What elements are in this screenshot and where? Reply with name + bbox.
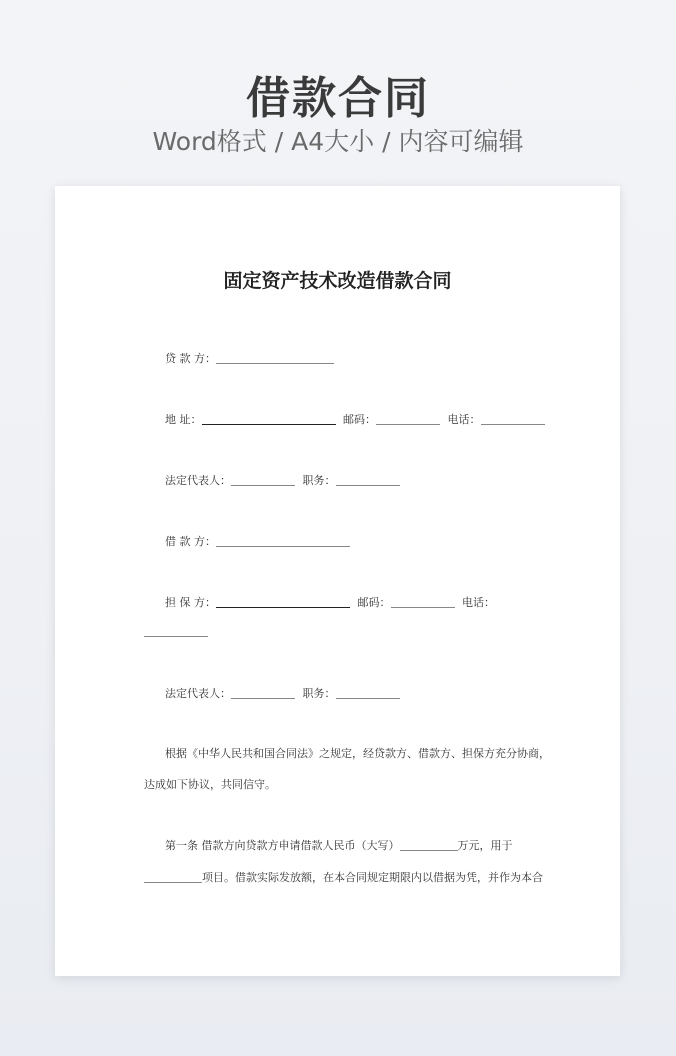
lender-row [165, 352, 334, 366]
postcode-label: 邮码： [343, 413, 376, 426]
guarantor-phone-row [144, 625, 208, 639]
guarantor-postcode-blank[interactable] [391, 596, 455, 608]
address-blank[interactable] [202, 413, 336, 425]
borrower-row [165, 535, 350, 549]
legal-rep-label: 法定代表人： [165, 474, 231, 487]
address-label: 地 址： [165, 413, 202, 426]
guarantor-blank[interactable] [216, 596, 350, 608]
guarantor-phone-blank[interactable] [144, 625, 208, 637]
document-page [55, 186, 620, 976]
position-label-2: 职务： [302, 687, 336, 700]
loan-amount-blank[interactable] [400, 839, 458, 851]
position-label: 职务： [302, 474, 336, 487]
guarantor-phone-label: 电话： [462, 596, 495, 609]
para1-line1: 根据《中华人民共和国合同法》之规定，经贷款方、借款方、担保方充分协商， [165, 747, 550, 760]
phone-label: 电话： [447, 413, 481, 426]
position-blank[interactable] [336, 474, 400, 486]
address-row [165, 413, 545, 427]
legal-rep-row [165, 474, 400, 488]
article1-line2 [144, 871, 543, 885]
guarantor-row [165, 596, 495, 610]
article1-line1 [165, 839, 513, 853]
lender-label: 贷 款 方： [165, 352, 216, 365]
position-blank-2[interactable] [336, 687, 400, 699]
article1-suffix: 万元，用于 [457, 839, 513, 852]
borrower-label: 借 款 方： [165, 535, 216, 548]
document-title: 固定资产技术改造借款合同 [223, 270, 452, 292]
lender-blank[interactable] [216, 352, 334, 364]
para1-line2: 达成如下协议，共同信守。 [144, 778, 276, 791]
legal-rep-blank[interactable] [231, 474, 295, 486]
page-title: 借款合同 [246, 73, 430, 124]
legal-rep-blank-2[interactable] [231, 687, 295, 699]
guarantor-label: 担 保 方： [165, 596, 216, 609]
phone-blank[interactable] [481, 413, 545, 425]
page-subtitle: Word格式 / A4大小 / 内容可编辑 [152, 127, 524, 156]
borrower-blank[interactable] [216, 535, 350, 547]
article1-prefix: 第一条 借款方向贷款方申请借款人民币（大写） [165, 839, 400, 852]
guarantor-postcode-label: 邮码： [357, 596, 391, 609]
project-blank[interactable] [144, 871, 202, 883]
legal-rep-label-2: 法定代表人： [165, 687, 231, 700]
legal-rep-row-2 [165, 687, 400, 701]
postcode-blank[interactable] [376, 413, 440, 425]
article1-line2-suffix: 项目。借款实际发放额，在本合同规定期限内以借据为凭，并作为本合 [202, 871, 543, 884]
